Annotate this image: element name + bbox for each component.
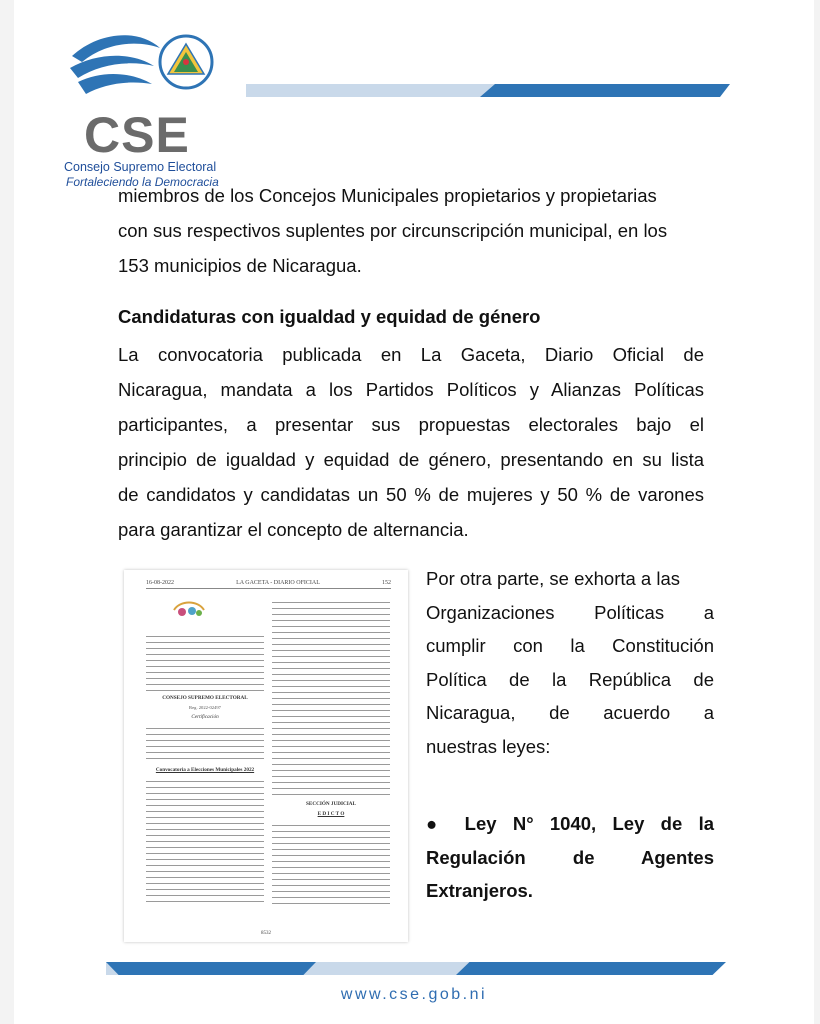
gazette-left-column <box>146 632 264 942</box>
footer-bar-left <box>106 962 316 975</box>
gazette-section: LA GACETA - DIARIO OFICIAL <box>236 580 320 586</box>
text-line: La convocatoria publicada en La Gaceta, Diario Oficial de <box>118 344 704 365</box>
text-line: Nicaragua, mandata a los Partidos Políticos y Alianzas Políticas <box>118 379 704 400</box>
gazette-certificacion: Certificación <box>191 713 219 720</box>
gazette-text-block <box>272 778 390 798</box>
text-line: Extranjeros. <box>426 880 533 901</box>
gazette-right-column <box>272 598 390 930</box>
text-line: Regulación de Agentes <box>426 846 714 868</box>
gazette-text-block <box>272 598 390 778</box>
text-line: miembros de los Concejos Municipales propietarios y propietarias <box>118 185 657 206</box>
gazette-seccion-judicial: SECCIÓN JUDICIAL <box>305 801 356 807</box>
gazette-text-block <box>146 777 264 905</box>
law-bullet <box>426 807 714 908</box>
cse-logo <box>62 22 242 189</box>
text-line: nuestras leyes: <box>426 735 551 757</box>
text-line: con sus respectivos suplentes por circunscripción municipal, en los <box>118 220 668 241</box>
gazette-text-block <box>146 632 264 692</box>
gazette-image <box>124 570 408 942</box>
text-line: Nicaragua, de acuerdo a <box>426 702 714 723</box>
gazette-emblem-icon <box>172 598 206 620</box>
header-bar-dark <box>480 84 730 97</box>
text-line: para garantizar el concepto de alternancia. <box>118 519 469 540</box>
text-line: principio de igualdad y equidad de género, presentando en su lista <box>118 449 704 470</box>
paragraph-convocatoria <box>118 337 704 547</box>
gazette-header <box>146 580 391 589</box>
text-line: Por otra parte, se exhorta a las <box>426 568 680 589</box>
text-line: participantes, a presentar sus propuestas electorales bajo el <box>118 414 704 435</box>
text-line: Organizaciones Políticas a <box>426 601 714 623</box>
text-line: de candidatos y candidatas un 50 % de mujeres y 50 % de varones <box>118 484 704 505</box>
logo-acronym: CSE <box>84 107 190 163</box>
org-name: Consejo Supremo Electoral <box>64 160 217 174</box>
paragraph-exhortation <box>426 562 714 763</box>
footer-bar-dark <box>456 962 726 975</box>
gazette-heading-cse: CONSEJO SUPREMO ELECTORAL <box>162 695 248 701</box>
gazette-footer-number: 8532 <box>261 931 271 936</box>
gazette-text-block <box>146 724 264 764</box>
gazette-edicto: E D I C T O <box>317 810 345 817</box>
gazette-reg: Reg. 2022-02497 <box>189 704 221 710</box>
gazette-text-block <box>272 821 390 907</box>
cse-emblem-icon <box>68 22 218 112</box>
org-slogan: Fortaleciendo la Democracia <box>66 175 219 189</box>
document-page <box>14 0 814 1024</box>
header-bar-light <box>246 84 496 97</box>
text-line: ● Ley N° 1040, Ley de la <box>426 813 714 834</box>
text-line: 153 municipios de Nicaragua. <box>118 255 362 276</box>
gazette-page: 152 <box>381 580 391 586</box>
gazette-date: 16-08-2022 <box>146 580 174 586</box>
section-heading: Candidaturas con igualdad y equidad de género <box>118 306 541 327</box>
text-line: Política de la República de <box>426 668 714 690</box>
gazette-convocatoria: Convocatoria a Elecciones Municipales 2022 <box>155 766 255 773</box>
paragraph-members <box>118 178 708 283</box>
text-line: cumplir con la Constitución <box>426 635 714 656</box>
website-url: www.cse.gob.ni <box>340 986 488 1003</box>
